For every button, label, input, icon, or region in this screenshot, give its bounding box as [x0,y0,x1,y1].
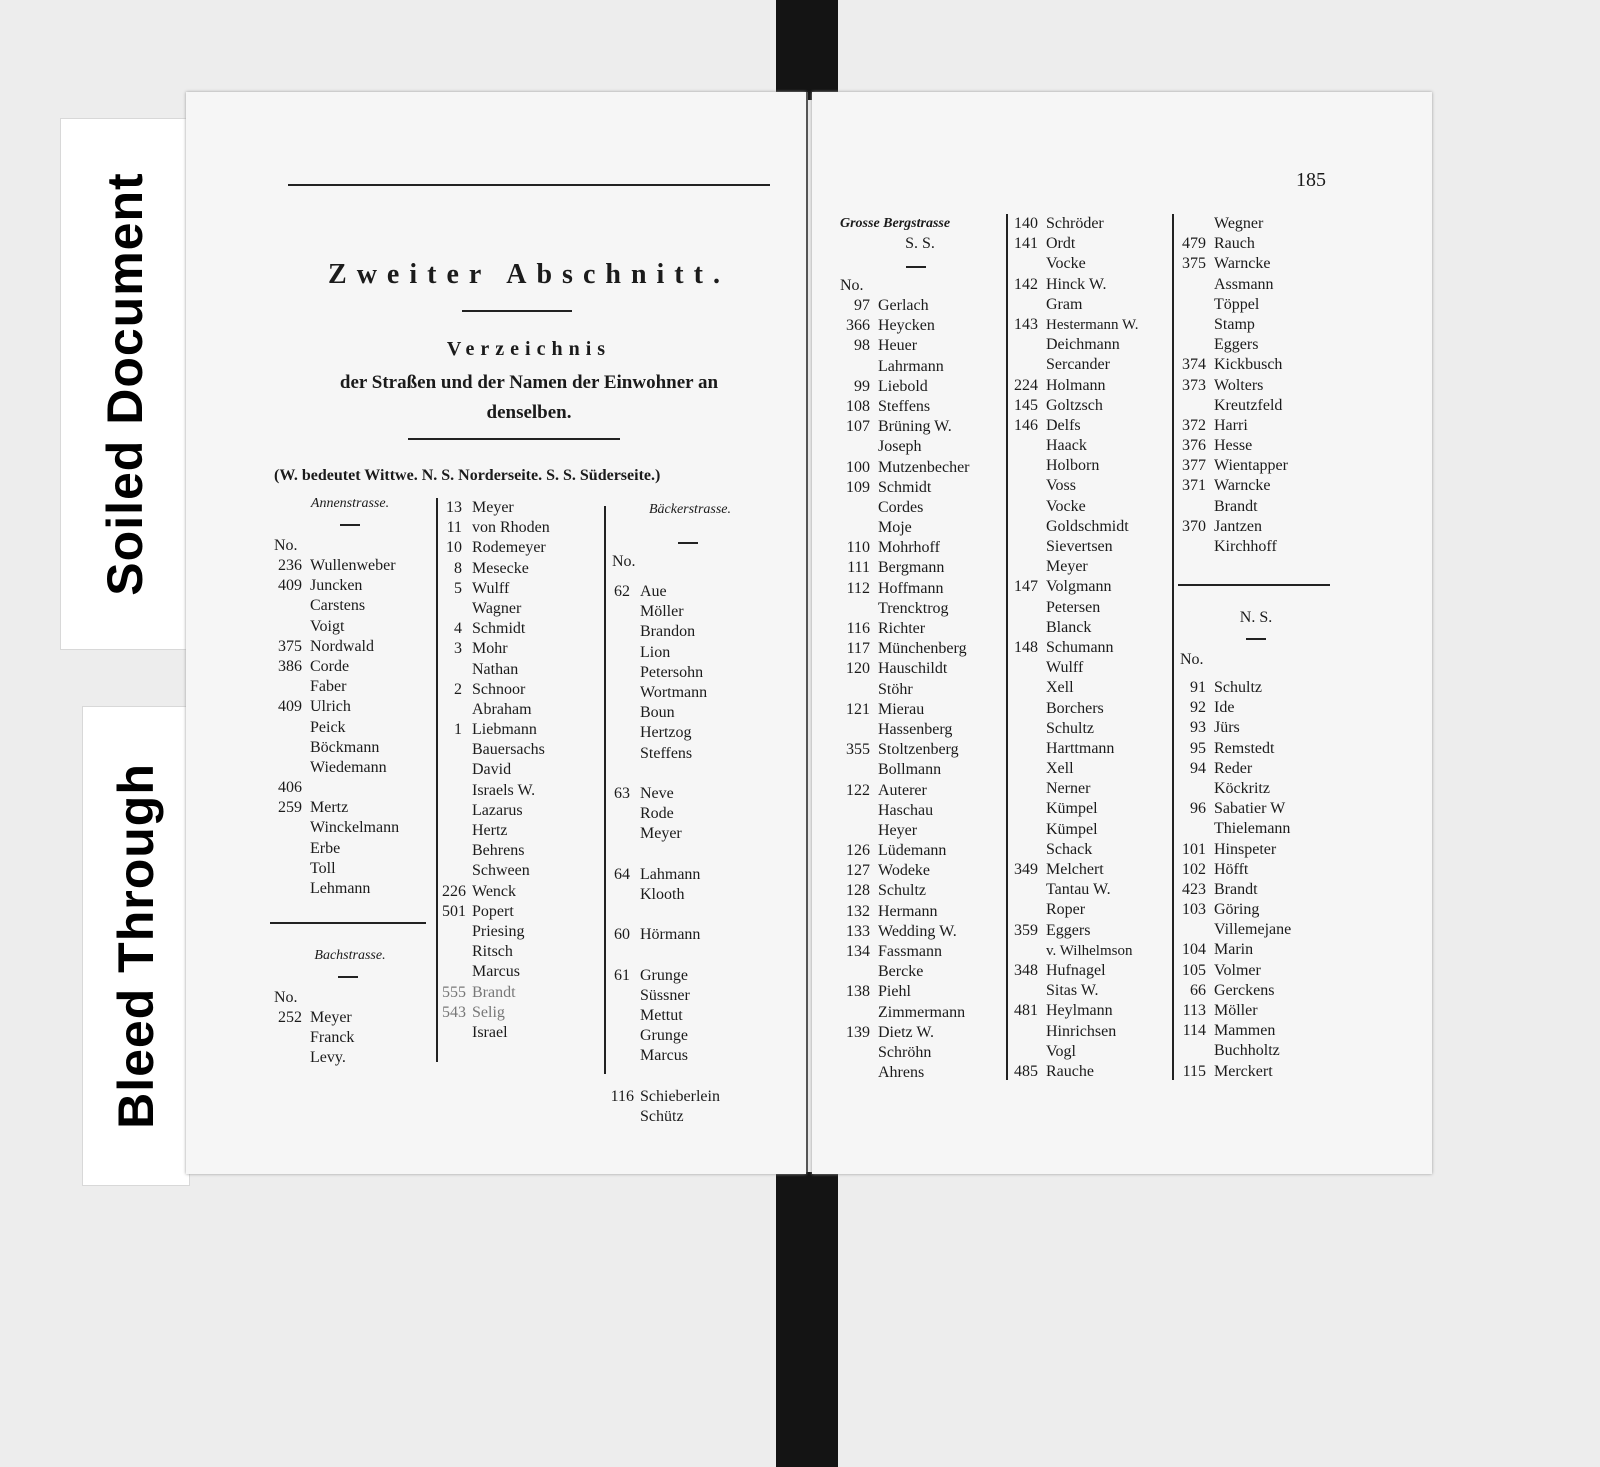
grosse-bergstrasse-ss-continued-list [1008,214,1172,1082]
street-dash [338,976,358,978]
list-item: 485 Rauche [1014,1062,1094,1080]
list-item: 139 Dietz W. [846,1023,934,1041]
list-item: Schween [472,862,530,880]
list-item: 101 Hinspeter [1182,840,1277,858]
list-item: Buchholtz [1214,1042,1280,1060]
list-item: Möller [640,603,684,621]
list-item: 127 Wodeke [846,862,931,880]
list-item: Cordes [878,498,924,516]
list-item: 13 Meyer [446,499,514,516]
list-item: 114 Mammen [1182,1022,1276,1040]
list-item: 10 Rodemeyer [446,539,546,557]
list-item: Petersen [1046,598,1101,616]
annenstrasse-continued-list [438,498,598,1043]
street-bachstrasse: Bachstrasse. [314,948,386,963]
list-item: Borchers [1046,699,1104,717]
top-rule [288,184,770,186]
binding-band-bottom [776,1172,838,1467]
list-item: 372 Harri [1182,416,1248,434]
list-item: 376 Hesse [1182,437,1253,455]
list-item: Sitas W. [1046,982,1099,1000]
subtitle-line3: denselben. [486,402,572,423]
list-item: 104 Marin [1182,941,1254,959]
list-item: Grunge [640,1027,688,1045]
column-divider [1172,214,1174,1080]
list-item: Kreutzfeld [1214,396,1283,414]
list-item: Kirchhoff [1214,538,1277,555]
list-item: 133 Wedding W. [846,922,957,940]
list-item: Meyer [1046,558,1088,576]
legend: (W. bedeutet Wittwe. N. S. Norderseite. S. S. Süderseite.) [274,467,661,484]
no-label: No. [612,553,636,570]
list-item: 501 Popert [442,902,514,920]
street-dash [678,542,698,544]
list-item: Mettut [640,1006,683,1024]
list-item: 99 Liebold [854,377,928,395]
list-item: 132 Hermann [846,902,938,920]
list-item: 359 Eggers [1014,921,1091,939]
no-label: No. [1180,651,1204,668]
subtitle-line2: der Straßen und der Namen der Einwohner an [339,372,719,393]
list-item: 122 Auterer [846,781,927,799]
list-item: Böckmann [310,738,380,756]
list-item: Meyer [640,825,682,843]
list-item: 134 Fassmann [846,943,942,960]
list-item: Holborn [1046,457,1100,475]
list-item: 409 Juncken [278,577,363,595]
street-baeckerstrasse: Bäckerstrasse. [648,502,732,517]
section-title: Zweiter Abschnitt. [328,259,730,290]
list-item: 2 Schnoor [454,680,526,698]
list-item: Assmann [1214,275,1274,293]
list-item: Gram [1046,295,1083,313]
page-number: 185 [1296,169,1326,191]
list-item: Wagner [472,599,522,617]
list-item: Harttmann [1046,739,1115,757]
list-item: Boun [640,704,675,722]
list-item: 375 Nordwald [278,637,374,655]
list-item: 113 Möller [1182,1002,1258,1019]
list-item: Nerner [1046,780,1091,798]
street-grosse-bergstrasse: Grosse Bergstrasse [840,216,951,231]
list-item: Süssner [640,986,690,1004]
list-item: 109 Schmidt [846,478,932,496]
list-item: 147 Volgmann [1014,578,1112,596]
list-item: 141 Ordt [1014,235,1076,253]
no-label: No. [274,989,298,1006]
list-item: Abraham [472,700,532,718]
street-dash [906,266,926,268]
list-item: 224 Holmann [1014,376,1106,394]
list-item: Franck [310,1029,355,1047]
list-item: Hinrichsen [1046,1022,1117,1040]
list-item: Lion [640,643,671,661]
list-item: 370 Jantzen [1182,517,1262,535]
list-item: 108 Steffens [846,397,931,415]
list-item: 100 Mutzenbecher [846,458,970,476]
list-item [606,764,776,784]
list-item: 63 Neve [614,784,674,802]
list-item: Schack [1046,840,1093,858]
list-item: Hertz [472,822,508,839]
list-item: 120 Hauschildt [846,660,948,678]
list-item: 4 Schmidt [454,620,526,638]
list-item: 423 Brandt [1182,880,1258,898]
list-item: 355 Stoltzenberg [846,741,959,759]
list-item: Wiedemann [310,758,387,776]
list-item: 116 Richter [846,620,926,637]
list-item: Stöhr [878,680,913,698]
list-item: 116 Schieberlein [610,1087,720,1105]
list-item: Schütz [640,1107,684,1125]
list-item: Klooth [640,885,685,903]
list-item: 98 Heuer [854,337,918,355]
list-item: Töppel [1214,295,1260,313]
list-item: Steffens [640,744,693,762]
title-rule [462,310,572,312]
grosse-bergstrasse-ss-end-list [1176,214,1346,557]
list-item [606,844,776,864]
list-item: Lahrmann [878,357,944,375]
list-item [606,905,776,925]
list-item: Wortmann [640,683,708,701]
list-item: David [472,761,512,779]
list-item: Schultz [1046,719,1094,737]
list-item: 386 Corde [278,657,350,675]
side-label-ss: S. S. [905,235,935,252]
list-item: Vogl [1046,1042,1076,1060]
soiled-document-tab [60,118,190,650]
list-item: 110 Mohrhoff [846,539,940,557]
list-item: 409 Ulrich [278,698,351,716]
list-item: Trencktrog [878,599,949,617]
list-item: 252 Meyer [278,1009,352,1026]
book-gutter [806,92,808,1172]
list-item: Erbe [310,839,341,857]
list-item: 94 Reder [1190,759,1253,777]
list-item: 479 Rauch [1182,235,1255,253]
list-item: Moje [878,519,912,537]
list-item: Ritsch [472,943,513,961]
list-item: Roper [1046,901,1086,919]
list-item: Voss [1046,477,1076,495]
list-item: 112 Hoffmann [846,579,944,597]
list-item: Vocke [1046,497,1086,515]
list-item: 11 von Rhoden [446,519,550,537]
list-item: 102 Höfft [1182,860,1249,878]
list-item: 349 Melchert [1014,861,1104,878]
list-item: Wegner [1214,215,1264,232]
list-item: Sercander [1046,356,1110,374]
list-item: 375 Warncke [1182,255,1271,273]
list-item: 1 Liebmann [454,721,537,739]
subtitle-rule [408,438,620,440]
list-item: 543 Selig [442,1003,505,1021]
list-item: Heyer [878,821,918,839]
list-item: 97 Gerlach [854,297,929,314]
list-item: 406 [278,779,302,797]
list-item: Brandt [1214,497,1258,515]
list-item: 8 Mesecke [454,559,529,577]
list-item: 374 Kickbusch [1182,356,1283,374]
list-item: Toll [310,859,336,877]
list-item: 143 Hestermann W. [1014,315,1139,333]
list-item: Marcus [472,963,520,981]
bachstrasse-list [270,1008,430,1069]
list-item: Bollmann [878,761,942,779]
list-item: Peick [310,718,346,736]
list-item: Israel [472,1023,508,1041]
list-item: Stamp [1214,315,1255,333]
list-item: Priesing [472,922,525,940]
list-item: Deichmann [1046,336,1120,354]
list-item: 348 Hufnagel [1014,961,1106,979]
list-item: Schröhn [878,1043,932,1061]
list-item: 115 Merckert [1182,1062,1273,1080]
street-dash [1246,638,1266,640]
soiled-document-label: Soiled Document [97,172,153,596]
list-item: Carstens [310,597,366,615]
list-item: 107 Brüning W. [846,418,952,436]
baeckerstrasse-list [606,582,776,1127]
list-item: 121 Mierau [846,700,925,718]
list-item: Wulff [1046,659,1084,677]
list-item [606,945,776,965]
list-item: 3 Mohr [454,640,508,658]
list-item: Bauersachs [472,741,545,759]
street-annenstrasse: Annenstrasse. [310,496,390,511]
street-separator [270,922,426,924]
list-item: Levy. [310,1049,346,1067]
list-item: 236 Wullenweber [278,557,396,574]
list-item: 555 Brandt [442,983,516,1001]
list-item: Marcus [640,1047,688,1065]
list-item: Hertzog [640,724,692,742]
grosse-bergstrasse-ss-list [836,296,1006,1083]
list-item: Voigt [310,617,345,635]
list-item: 61 Grunge [614,966,688,984]
list-item: Haschau [878,801,934,819]
grosse-bergstrasse-ns-list [1176,678,1346,1082]
list-item: 148 Schumann [1014,638,1114,656]
list-item: 5 Wulff [454,579,510,597]
list-item: 138 Piehl [846,983,911,1001]
list-item: Rode [640,805,674,823]
list-item: 128 Schultz [846,882,926,900]
list-item: Behrens [472,842,525,860]
list-item: 126 Lüdemann [846,842,947,860]
list-item: Lehmann [310,880,371,897]
list-item: Joseph [878,438,922,456]
list-item [606,1067,776,1087]
list-item: 66 Gerckens [1190,981,1275,999]
list-item: Kümpel [1046,820,1098,838]
list-item: Lazarus [472,801,523,819]
list-item: Petersohn [640,663,704,681]
list-item: 92 Ide [1190,699,1235,717]
list-item: 146 Delfs [1014,416,1081,434]
list-item: 377 Wientapper [1182,457,1288,475]
list-item: Xell [1046,760,1074,778]
side-label-ns: N. S. [1239,609,1273,626]
list-item: Ahrens [878,1064,925,1082]
list-item: 140 Schröder [1014,215,1104,232]
list-item: Sievertsen [1046,538,1113,555]
list-item: Haack [1046,437,1087,455]
list-item: 373 Wolters [1182,376,1264,394]
list-item: 366 Heycken [846,317,935,335]
street-separator [1178,584,1330,586]
list-item: Villemejane [1214,921,1292,939]
list-item: Thielemann [1214,820,1291,838]
street-dash [340,524,360,526]
list-item: 103 Göring [1182,901,1260,919]
list-item: Xell [1046,679,1074,697]
list-item: Winckelmann [310,819,400,837]
list-item: 62 Aue [614,583,667,600]
list-item: 91 Schultz [1190,679,1262,696]
list-item: 481 Heylmann [1014,1002,1113,1020]
list-item: 117 Münchenberg [846,640,967,658]
list-item: 105 Volmer [1182,961,1261,979]
list-item: 96 Sabatier W [1190,800,1286,818]
list-item: 371 Warncke [1182,477,1271,495]
list-item: Kümpel [1046,800,1098,818]
list-item: Israels W. [472,781,536,799]
list-item: 64 Lahmann [614,865,701,883]
list-item: Tantau W. [1046,881,1111,899]
list-item: Vocke [1046,255,1086,273]
annenstrasse-list [270,556,430,899]
list-item: Köckritz [1214,779,1270,797]
list-item: Brandon [640,623,696,641]
list-item: Hassenberg [878,720,953,738]
bleed-through-tab [82,706,190,1186]
list-item: 226 Wenck [442,882,517,900]
list-item: Zimmermann [878,1003,966,1021]
list-item: v. Wilhelmson [1046,942,1133,959]
list-item: 93 Jürs [1190,719,1240,737]
list-item: Bercke [878,963,924,981]
no-label: No. [840,277,864,294]
list-item: 145 Goltzsch [1014,396,1103,414]
list-item: 95 Remstedt [1190,739,1275,757]
list-item: Blanck [1046,618,1092,636]
list-item: Nathan [472,660,519,678]
list-item: Faber [310,678,347,696]
no-label: No. [274,537,298,554]
list-item: 142 Hinck W. [1014,275,1107,293]
list-item: Eggers [1214,336,1259,354]
list-item: 111 Bergmann [847,559,945,577]
binding-band-top [776,0,838,100]
list-item: 259 Mertz [278,799,349,817]
list-item: Goldschmidt [1046,517,1129,535]
list-item: 60 Hörmann [614,926,701,944]
bleed-through-label: Bleed Through [108,763,164,1129]
subtitle-line1: Verzeichnis [446,338,612,360]
